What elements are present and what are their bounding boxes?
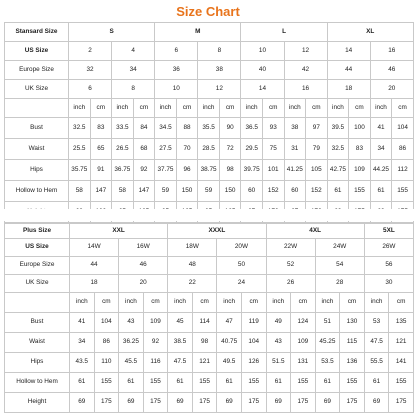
hollow-to-hem-row [5,373,414,393]
cell: 93 [262,118,284,139]
bust-row [5,118,414,139]
row-label: Hollow to Hem [5,181,69,202]
cell: 83 [349,139,371,160]
cell: 88 [176,118,198,139]
cell: 50 [217,257,266,275]
unit-cell: inch [364,293,389,313]
cell: 26.5 [112,139,134,160]
table-separator [0,209,416,221]
unit-cell: inch [241,99,263,118]
hips-row [5,353,414,373]
cell: 155 [392,181,414,202]
cell: 35.5 [198,118,220,139]
cell: 34 [370,139,392,160]
cell: 175 [340,393,365,413]
cell: 70 [176,139,198,160]
cell: 49.5 [217,353,242,373]
unit-cell: cm [306,99,328,118]
unit-cell: cm [241,293,266,313]
size-group-header: 5XL [364,224,413,239]
cell: 119 [241,313,266,333]
cell: 10 [155,80,198,99]
cell: 4 [112,42,155,61]
cell: 109 [291,333,316,353]
plus-size-table [4,223,414,413]
cell: 44 [327,61,370,80]
cell: 98 [192,333,217,353]
cell: 121 [192,353,217,373]
cell: 155 [94,373,119,393]
height-row [5,393,414,413]
row-label: Europe Size [5,257,70,275]
cell: 39.5 [327,118,349,139]
cell: 126 [241,353,266,373]
cell: 44 [70,257,119,275]
cell: 24W [315,239,364,257]
cell: 61 [217,373,242,393]
cell: 61 [327,181,349,202]
cell: 26 [266,275,315,293]
cell: 72 [219,139,241,160]
cell: 22 [168,275,217,293]
cell: 59 [198,181,220,202]
uk-size-row [5,80,414,99]
unit-cell: inch [370,99,392,118]
cell: 175 [143,393,168,413]
cell: 52 [266,257,315,275]
cell: 155 [389,373,414,393]
cell: 56 [364,257,413,275]
bust-row [5,313,414,333]
cell: 147 [90,181,112,202]
cell: 28.5 [198,139,220,160]
cell: 91 [90,160,112,181]
cell: 45 [168,313,193,333]
cell: 38.75 [198,160,220,181]
cell: 110 [94,353,119,373]
cell: 92 [133,160,155,181]
cell: 18 [70,275,119,293]
cell: 86 [94,333,119,353]
unit-cell: inch [119,293,144,313]
cell: 24 [217,275,266,293]
cell: 41 [70,313,95,333]
cell: 69 [364,393,389,413]
row-label: UK Size [5,275,70,293]
row-label: Height [5,393,70,413]
unit-cell: cm [219,99,241,118]
cell: 43 [266,333,291,353]
cell: 35.75 [69,160,91,181]
europe-size-row [5,257,414,275]
cell: 38.5 [168,333,193,353]
cell: 38 [284,118,306,139]
cell: 150 [219,181,241,202]
cell: 53.5 [315,353,340,373]
size-group-header: L [241,23,327,42]
waist-row [5,139,414,160]
cell: 14 [241,80,284,99]
size-group-header: 4XL [266,224,364,239]
size-group-header: M [155,23,241,42]
cell: 141 [389,353,414,373]
cell: 45.5 [119,353,144,373]
row-label: Waist [5,139,69,160]
cell: 155 [349,181,371,202]
cell: 100 [349,118,371,139]
cell: 58 [69,181,91,202]
cell: 32.5 [327,139,349,160]
cell: 61 [119,373,144,393]
cell: 155 [143,373,168,393]
cell: 48 [168,257,217,275]
cell: 8 [112,80,155,99]
cell: 150 [176,181,198,202]
size-group-header: XL [327,23,413,42]
cell: 69 [217,393,242,413]
cell: 45.25 [315,333,340,353]
size-group-header: XXXL [168,224,266,239]
cell: 61 [70,373,95,393]
cell: 36.25 [119,333,144,353]
cell: 152 [262,181,284,202]
cell: 90 [219,118,241,139]
cell: 16W [119,239,168,257]
unit-cell: cm [291,293,316,313]
row-label: Europe Size [5,61,69,80]
cell: 114 [192,313,217,333]
cell: 34 [112,61,155,80]
waist-row [5,333,414,353]
unit-cell: inch [217,293,242,313]
row-label: Hollow to Hem [5,373,70,393]
cell: 6 [155,42,198,61]
cell: 33.5 [112,118,134,139]
row-label: US Size [5,42,69,61]
cell: 60 [284,181,306,202]
unit-cell: inch [70,293,95,313]
unit-cell: inch [284,99,306,118]
europe-size-row [5,61,414,80]
unit-cell: inch [112,99,134,118]
cell: 147 [133,181,155,202]
cell: 79 [306,139,328,160]
unit-cell: inch [155,99,177,118]
cell: 121 [389,333,414,353]
cell: 69 [168,393,193,413]
cell: 12 [284,42,327,61]
cell: 61 [315,373,340,393]
cell: 47.5 [364,333,389,353]
cell: 104 [392,118,414,139]
unit-cell: inch [198,99,220,118]
cell: 31 [284,139,306,160]
cell: 61 [168,373,193,393]
cell: 155 [291,373,316,393]
cell: 41.25 [284,160,306,181]
unit-cell: cm [392,99,414,118]
cell: 14 [327,42,370,61]
row-label: Waist [5,333,70,353]
cell: 16 [284,80,327,99]
unit-cell: inch [69,99,91,118]
cell: 18W [168,239,217,257]
cell: 38 [198,61,241,80]
cell: 8 [198,42,241,61]
cell: 20W [217,239,266,257]
cell: 49 [266,313,291,333]
cell: 29.5 [241,139,263,160]
cell: 18 [327,80,370,99]
hips-row [5,160,414,181]
cell: 135 [389,313,414,333]
cell: 104 [241,333,266,353]
cell: 28 [315,275,364,293]
size-header-label: Plus Size [5,224,70,239]
cell: 34 [70,333,95,353]
cell: 69 [266,393,291,413]
cell: 34.5 [155,118,177,139]
cell: 47.5 [168,353,193,373]
size-header-label: Stansard Size [5,23,69,42]
cell: 69 [315,393,340,413]
us-size-row [5,42,414,61]
cell: 65 [90,139,112,160]
cell: 116 [143,353,168,373]
cell: 155 [241,373,266,393]
cell: 40 [241,61,284,80]
cell: 98 [219,160,241,181]
cell: 30 [364,275,413,293]
cell: 97 [306,118,328,139]
cell: 175 [389,393,414,413]
cell: 75 [262,139,284,160]
cell: 25.5 [69,139,91,160]
cell: 20 [119,275,168,293]
standard-size-table [4,22,414,223]
cell: 115 [340,333,365,353]
unit-cell: cm [176,99,198,118]
cell: 69 [70,393,95,413]
cell: 86 [392,139,414,160]
cell: 26W [364,239,413,257]
row-label: UK Size [5,80,69,99]
cell: 175 [291,393,316,413]
unit-cell: cm [192,293,217,313]
cell: 40.75 [217,333,242,353]
unit-cell: cm [262,99,284,118]
row-label: Hips [5,160,69,181]
cell: 92 [143,333,168,353]
cell: 47 [217,313,242,333]
size-chart-title: Size Chart [176,4,240,19]
cell: 175 [94,393,119,413]
cell: 175 [241,393,266,413]
cell: 32.5 [69,118,91,139]
cell: 59 [155,181,177,202]
cell: 27.5 [155,139,177,160]
size-group-header: XXL [70,224,168,239]
cell: 39.75 [241,160,263,181]
unit-cell: cm [94,293,119,313]
cell: 41 [370,118,392,139]
cell: 43.5 [70,353,95,373]
cell: 69 [119,393,144,413]
unit-cell: cm [133,99,155,118]
cell: 53 [364,313,389,333]
unit-cell: cm [143,293,168,313]
cell: 152 [306,181,328,202]
cell: 32 [69,61,112,80]
cell: 2 [69,42,112,61]
cell: 14W [70,239,119,257]
unit-cell: cm [90,99,112,118]
unit-cell: inch [315,293,340,313]
uk-size-row [5,275,414,293]
cell: 42.75 [327,160,349,181]
size-group-header: S [69,23,155,42]
cell: 6 [69,80,112,99]
cell: 83 [90,118,112,139]
unit-cell: cm [389,293,414,313]
cell: 51.5 [266,353,291,373]
size-header-row [5,224,414,239]
cell: 109 [143,313,168,333]
cell: 175 [192,393,217,413]
unit-cell: cm [340,293,365,313]
cell: 54 [315,257,364,275]
cell: 101 [262,160,284,181]
cell: 44.25 [370,160,392,181]
cell: 36.5 [241,118,263,139]
cell: 155 [340,373,365,393]
cell: 112 [392,160,414,181]
cell: 131 [291,353,316,373]
unit-cell: inch [168,293,193,313]
cell: 61 [266,373,291,393]
cell: 105 [306,160,328,181]
unit-row [5,99,414,118]
cell: 20 [370,80,413,99]
cell: 37.75 [155,160,177,181]
cell: 51 [315,313,340,333]
cell: 124 [291,313,316,333]
cell: 16 [370,42,413,61]
cell: 61 [370,181,392,202]
hollow-to-hem-row [5,181,414,202]
cell: 12 [198,80,241,99]
cell: 68 [133,139,155,160]
cell: 36 [155,61,198,80]
size-header-row [5,23,414,42]
row-label: Hips [5,353,70,373]
cell: 46 [370,61,413,80]
row-label: US Size [5,239,70,257]
cell: 130 [340,313,365,333]
row-label [5,293,70,313]
cell: 42 [284,61,327,80]
cell: 109 [349,160,371,181]
cell: 60 [241,181,263,202]
row-label [5,99,69,118]
cell: 10 [241,42,284,61]
cell: 58 [112,181,134,202]
cell: 36.75 [112,160,134,181]
cell: 46 [119,257,168,275]
row-label: Bust [5,313,70,333]
unit-cell: inch [327,99,349,118]
us-size-row [5,239,414,257]
cell: 84 [133,118,155,139]
cell: 22W [266,239,315,257]
row-label: Bust [5,118,69,139]
unit-cell: inch [266,293,291,313]
unit-row [5,293,414,313]
cell: 96 [176,160,198,181]
cell: 155 [192,373,217,393]
cell: 61 [364,373,389,393]
cell: 104 [94,313,119,333]
unit-cell: cm [349,99,371,118]
cell: 43 [119,313,144,333]
cell: 136 [340,353,365,373]
cell: 55.5 [364,353,389,373]
